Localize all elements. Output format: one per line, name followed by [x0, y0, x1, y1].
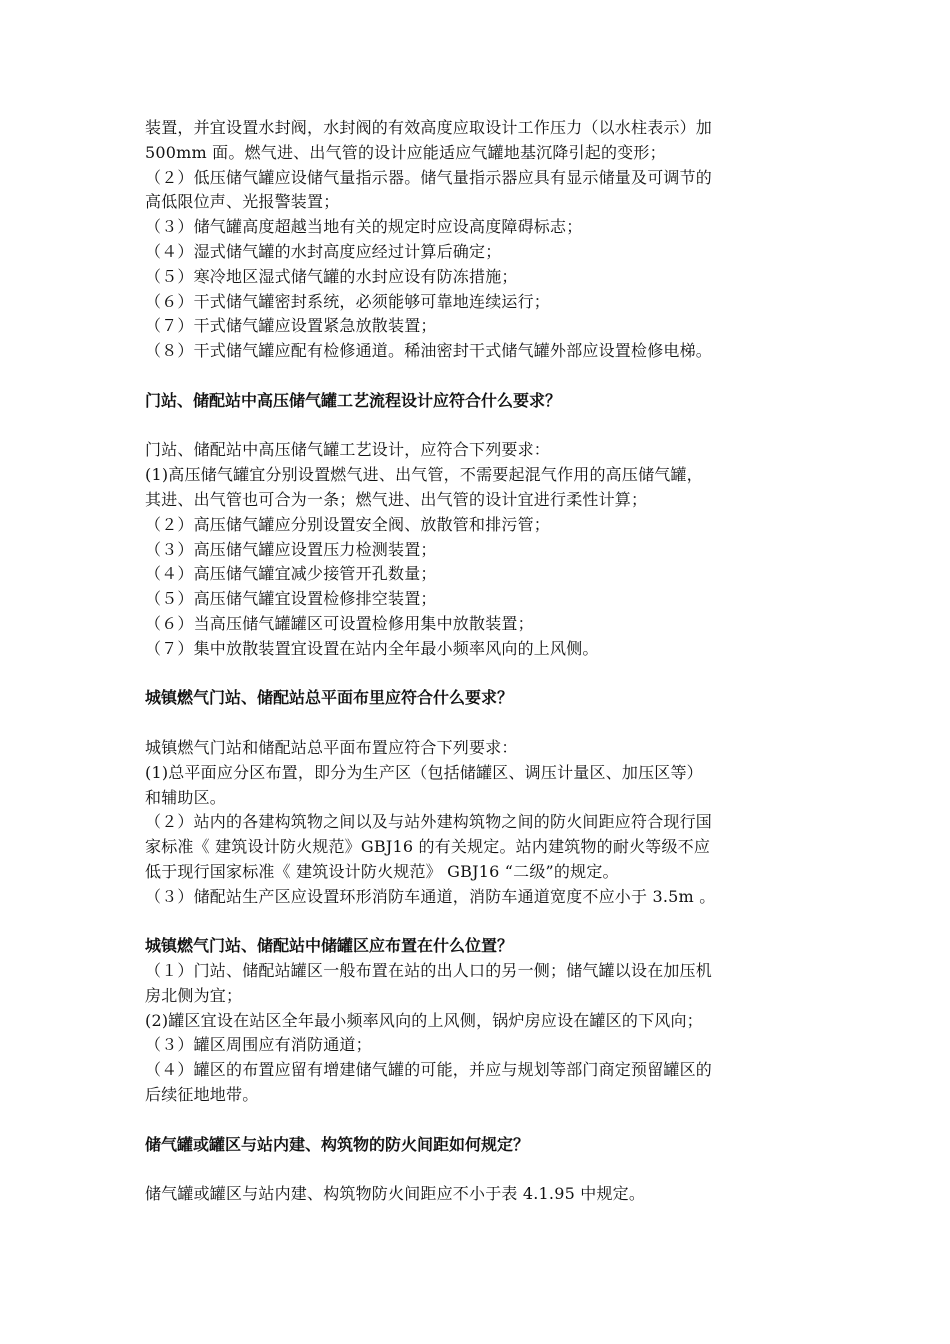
text-line: （５）高压储气罐宜设置检修排空装置； — [145, 589, 437, 609]
text-line: 城镇燃气门站和储配站总平面布置应符合下列要求： — [145, 737, 518, 757]
text-line: 低于现行国家标准《 建筑设计防火规范》 GBJ16 “二级”的规定。 — [145, 861, 619, 881]
text-line: （２）低压储气罐应设储气量指示器。储气量指示器应具有显示储量及可调节的 — [145, 167, 713, 187]
text-line: (2)罐区宜设在站区全年最小频率风向的上风侧，锅炉房应设在罐区的下风向； — [145, 1010, 703, 1030]
section-fire-separation — [145, 1133, 813, 1207]
section-heading: 城镇燃气门站、储配站中储罐区应布置在什么位置？ — [145, 936, 514, 956]
text-line: （２）站内的各建构筑物之间以及与站外建构筑物之间的防火间距应符合现行国 — [145, 812, 713, 832]
document-page — [145, 116, 813, 1207]
text-line: 500mm 面。燃气进、出气管的设计应能适应气罐地基沉降引起的变形； — [145, 142, 666, 162]
section-tank-requirements-continued — [145, 116, 813, 364]
text-line: （３）储配站生产区应设置环形消防车通道，消防车通道宽度不应小于 3.5m 。 — [145, 886, 716, 906]
section-tank-area-location — [145, 934, 813, 1108]
section-heading: 储气罐或罐区与站内建、构筑物的防火间距如何规定？ — [145, 1134, 530, 1154]
section-heading: 门站、储配站中高压储气罐工艺流程设计应符合什么要求？ — [145, 390, 562, 410]
text-line: 门站、储配站中高压储气罐工艺设计，应符合下列要求： — [145, 440, 551, 460]
text-line: 家标准《 建筑设计防火规范》GBJ16 的有关规定。站内建筑物的耐火等级不应 — [145, 837, 711, 857]
text-line: （２）高压储气罐应分别设置安全阀、放散管和排污管； — [145, 514, 551, 534]
text-line: （６）干式储气罐密封系统，必须能够可靠地连续运行； — [145, 291, 551, 311]
text-line: (1)总平面应分区布置，即分为生产区（包括储罐区、调压计量区、加压区等） — [145, 762, 703, 782]
text-line: 和辅助区。 — [145, 787, 227, 807]
text-line: 储气罐或罐区与站内建、构筑物防火间距应不小于表 4.1.95 中规定。 — [145, 1184, 646, 1204]
text-line: 高低限位声、光报警装置； — [145, 192, 340, 212]
text-line: （７）干式储气罐应设置紧急放散装置； — [145, 316, 437, 336]
text-line: （５）寒冷地区湿式储气罐的水封应设有防冻措施； — [145, 266, 518, 286]
text-line: （４）罐区的布置应留有增建储气罐的可能，并应与规划等部门商定预留罐区的 — [145, 1060, 713, 1080]
text-line: 装置，并宜设置水封阀，水封阀的有效高度应取设计工作压力（以水柱表示）加 — [145, 118, 713, 137]
text-line: （４）高压储气罐宜减少接管开孔数量； — [145, 564, 437, 584]
text-line: （６）当高压储气罐罐区可设置检修用集中放散装置； — [145, 613, 534, 633]
text-line: （８）干式储气罐应配有检修通道。稀油密封干式储气罐外部应设置检修电梯。 — [145, 341, 713, 361]
text-line: （３）罐区周围应有消防通道； — [145, 1035, 372, 1055]
section-high-pressure-tank-process — [145, 389, 813, 662]
text-line: 其进、出气管也可合为一条；燃气进、出气管的设计宜进行柔性计算； — [145, 489, 648, 509]
text-line: （４）湿式储气罐的水封高度应经过计算后确定； — [145, 241, 502, 261]
text-line: 后续征地地带。 — [145, 1085, 259, 1105]
text-line: （７）集中放散装置宜设置在站内全年最小频率风向的上风侧。 — [145, 638, 599, 658]
text-line: （１）门站、储配站罐区一般布置在站的出人口的另一侧；储气罐以设在加压机 — [145, 961, 713, 981]
text-line: （３）储气罐高度超越当地有关的规定时应设高度障碍标志； — [145, 217, 583, 237]
section-heading: 城镇燃气门站、储配站总平面布里应符合什么要求？ — [145, 688, 514, 708]
text-line: （３）高压储气罐应设置压力检测装置； — [145, 539, 437, 559]
text-line: (1)高压储气罐宜分别设置燃气进、出气管，不需要起混气作用的高压储气罐， — [145, 465, 703, 485]
section-site-layout — [145, 686, 813, 909]
text-line: 房北侧为宜； — [145, 985, 243, 1005]
